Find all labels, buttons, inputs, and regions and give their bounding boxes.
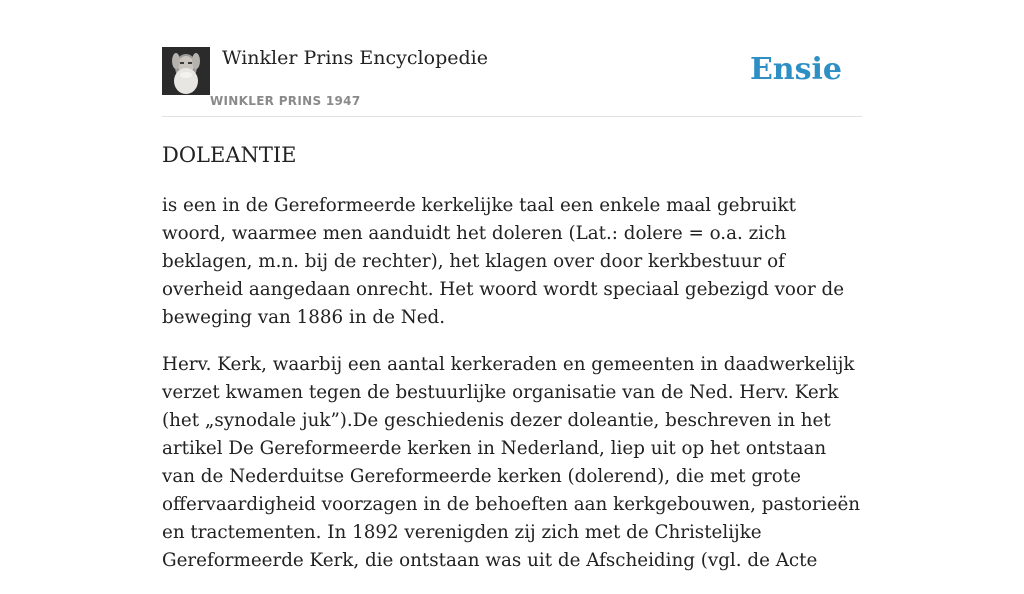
- author-avatar[interactable]: [162, 47, 210, 95]
- site-title[interactable]: Winkler Prins Encyclopedie: [222, 47, 488, 69]
- article-paragraph: is een in de Gereformeerde kerkelijke taal een enkele maal gebruikt woord, waarmee men aanduidt het doleren (Lat.: dolere = o.a. zich beklagen, m.n. bij de rechter), het klagen over door kerkbestuur of overheid aangedaan onrecht. Het woord wordt speciaal gebezigd voor de beweging van 1886 in de Ned.: [162, 195, 845, 328]
- article-title: DOLEANTIE: [162, 143, 297, 167]
- brand-logo[interactable]: Ensie: [749, 52, 842, 87]
- header: [162, 40, 862, 117]
- source-subtitle[interactable]: WINKLER PRINS 1947: [210, 94, 361, 108]
- article-paragraph: Herv. Kerk, waarbij een aantal kerkeraden en gemeenten in daadwerkelijk verzet kwamen tegen de bestuurlijke organisatie van de Ned. Herv. Kerk (het „synodale juk”).De geschiedenis dezer doleantie, beschreven in het artikel De Gereformeerde kerken in Nederland, liep uit op het ontstaan van de Nederduitse Gereformeerde kerken (dolerend), die met grote offervaardigheid voorzagen in de behoeften aan kerkgebouwen, pastorieën en tractementen. In 1892 verenigden zij zich met de Christelijke Gereformeerde Kerk, die ontstaan was uit de Afscheiding (vgl. de Acte: [162, 354, 861, 571]
- bearded-man-portrait-icon: [162, 47, 210, 95]
- article-body: [162, 192, 862, 594]
